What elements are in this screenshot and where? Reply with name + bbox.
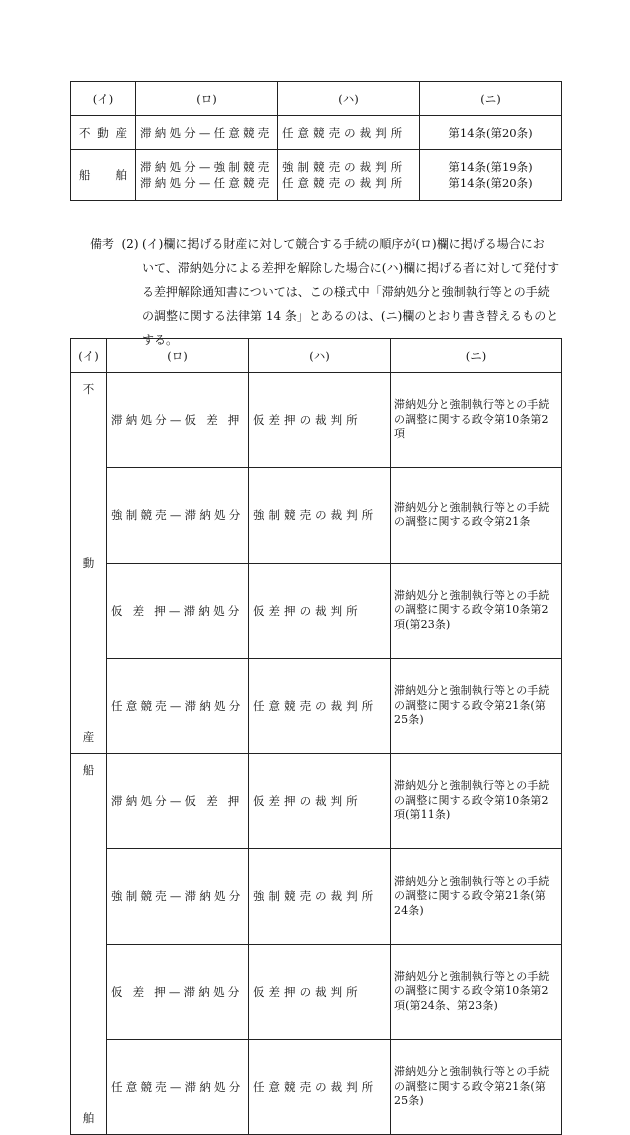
remark-text-line: いて、滞納処分による差押を解除した場合に(ハ)欄に掲げる者に対して発付す — [142, 261, 560, 275]
remark-number: (2) — [121, 237, 139, 251]
col-header-ro: (ロ) — [107, 339, 249, 373]
article-cell: 滞納処分と強制執行等との手続の調整に関する政令第21条(第25条) — [391, 658, 562, 753]
remark-label: 備考 — [90, 237, 115, 251]
procedure-cell: 滞納処分—仮 差 押 — [107, 754, 249, 849]
court-cell: 強制競売の裁判所 — [249, 468, 391, 563]
procedure-cell: 仮 差 押—滞納処分 — [107, 944, 249, 1039]
category-char: 不 — [82, 382, 95, 396]
article-line: 第14条(第19条) — [448, 160, 533, 174]
table-row — [71, 849, 562, 944]
article-cell: 第14条(第20条) — [420, 116, 562, 150]
court-cell: 任意競売の裁判所 — [278, 116, 420, 150]
col-header-ro: (ロ) — [136, 82, 278, 116]
procedure-cell: 滞納処分—仮 差 押 — [107, 373, 249, 468]
table-row — [71, 1039, 562, 1134]
procedure-cell: 任意競売—滞納処分 — [107, 1039, 249, 1134]
article-cell — [420, 150, 562, 201]
procedure-cell: 仮 差 押—滞納処分 — [107, 563, 249, 658]
table-row — [71, 658, 562, 753]
procedure-cell: 強制競売—滞納処分 — [107, 468, 249, 563]
court-cell: 強制競売の裁判所 — [249, 849, 391, 944]
remark-paragraph — [90, 232, 562, 352]
table-row — [71, 563, 562, 658]
category-char: 舶 — [82, 1111, 95, 1125]
category-char: 産 — [82, 730, 95, 744]
procedure-line: 滞納処分—任意競売 — [140, 176, 273, 190]
col-header-ni: (ニ) — [420, 82, 562, 116]
court-cell — [278, 150, 420, 201]
article-cell: 滞納処分と強制執行等との手続の調整に関する政令第21条 — [391, 468, 562, 563]
category-cell-real-estate — [71, 373, 107, 754]
table-1 — [70, 81, 562, 201]
court-cell: 仮差押の裁判所 — [249, 373, 391, 468]
remark-text-line: る差押解除通知書については、この様式中「滞納処分と強制執行等との手続 — [142, 285, 550, 299]
remark-text-line: する。 — [142, 333, 179, 347]
col-header-i: (イ) — [71, 339, 107, 373]
court-line: 任意競売の裁判所 — [282, 176, 407, 190]
article-cell: 滞納処分と強制執行等との手続の調整に関する政令第21条(第25条) — [391, 1039, 562, 1134]
remark-text-line: の調整に関する法律第 14 条」とあるのは、(ニ)欄のとおり書き替えるものと — [142, 309, 559, 323]
remark-first-line — [90, 232, 562, 256]
procedure-cell: 強制競売—滞納処分 — [107, 849, 249, 944]
col-header-ni: (ニ) — [391, 339, 562, 373]
table-row — [71, 754, 562, 849]
table-row — [71, 944, 562, 1039]
procedure-cell: 任意競売—滞納処分 — [107, 658, 249, 753]
col-header-ha: (ハ) — [278, 82, 420, 116]
article-cell: 滞納処分と強制執行等との手続の調整に関する政令第10条第2項(第23条) — [391, 563, 562, 658]
procedure-line: 滞納処分—強制競売 — [140, 160, 273, 174]
table-1-header-row — [71, 82, 562, 116]
category-char: 動 — [82, 556, 95, 570]
table-row — [71, 116, 562, 150]
court-line: 強制競売の裁判所 — [282, 160, 407, 174]
table-2 — [70, 338, 562, 1135]
category-cell: 船 舶 — [71, 150, 136, 201]
col-header-i: (イ) — [71, 82, 136, 116]
court-cell: 仮差押の裁判所 — [249, 754, 391, 849]
table-row — [71, 150, 562, 201]
category-cell-ship — [71, 754, 107, 1135]
court-cell: 任意競売の裁判所 — [249, 658, 391, 753]
article-cell: 滞納処分と強制執行等との手続の調整に関する政令第10条第2項 — [391, 373, 562, 468]
court-cell: 仮差押の裁判所 — [249, 944, 391, 1039]
article-cell: 滞納処分と強制執行等との手続の調整に関する政令第10条第2項(第11条) — [391, 754, 562, 849]
table-row — [71, 373, 562, 468]
court-cell: 仮差押の裁判所 — [249, 563, 391, 658]
article-line: 第14条(第20条) — [448, 176, 533, 190]
procedure-cell: 滞納処分—任意競売 — [136, 116, 278, 150]
col-header-ha: (ハ) — [249, 339, 391, 373]
table-2-header-row — [71, 339, 562, 373]
procedure-cell — [136, 150, 278, 201]
category-cell: 不 動 産 — [71, 116, 136, 150]
table-row — [71, 468, 562, 563]
article-cell: 滞納処分と強制執行等との手続の調整に関する政令第21条(第24条) — [391, 849, 562, 944]
court-cell: 任意競売の裁判所 — [249, 1039, 391, 1134]
article-cell: 滞納処分と強制執行等との手続の調整に関する政令第10条第2項(第24条、第23条) — [391, 944, 562, 1039]
category-char: 船 — [82, 763, 95, 777]
remark-text-line: (イ)欄に掲げる財産に対して競合する手続の順序が(ロ)欄に掲げる場合にお — [142, 237, 545, 251]
